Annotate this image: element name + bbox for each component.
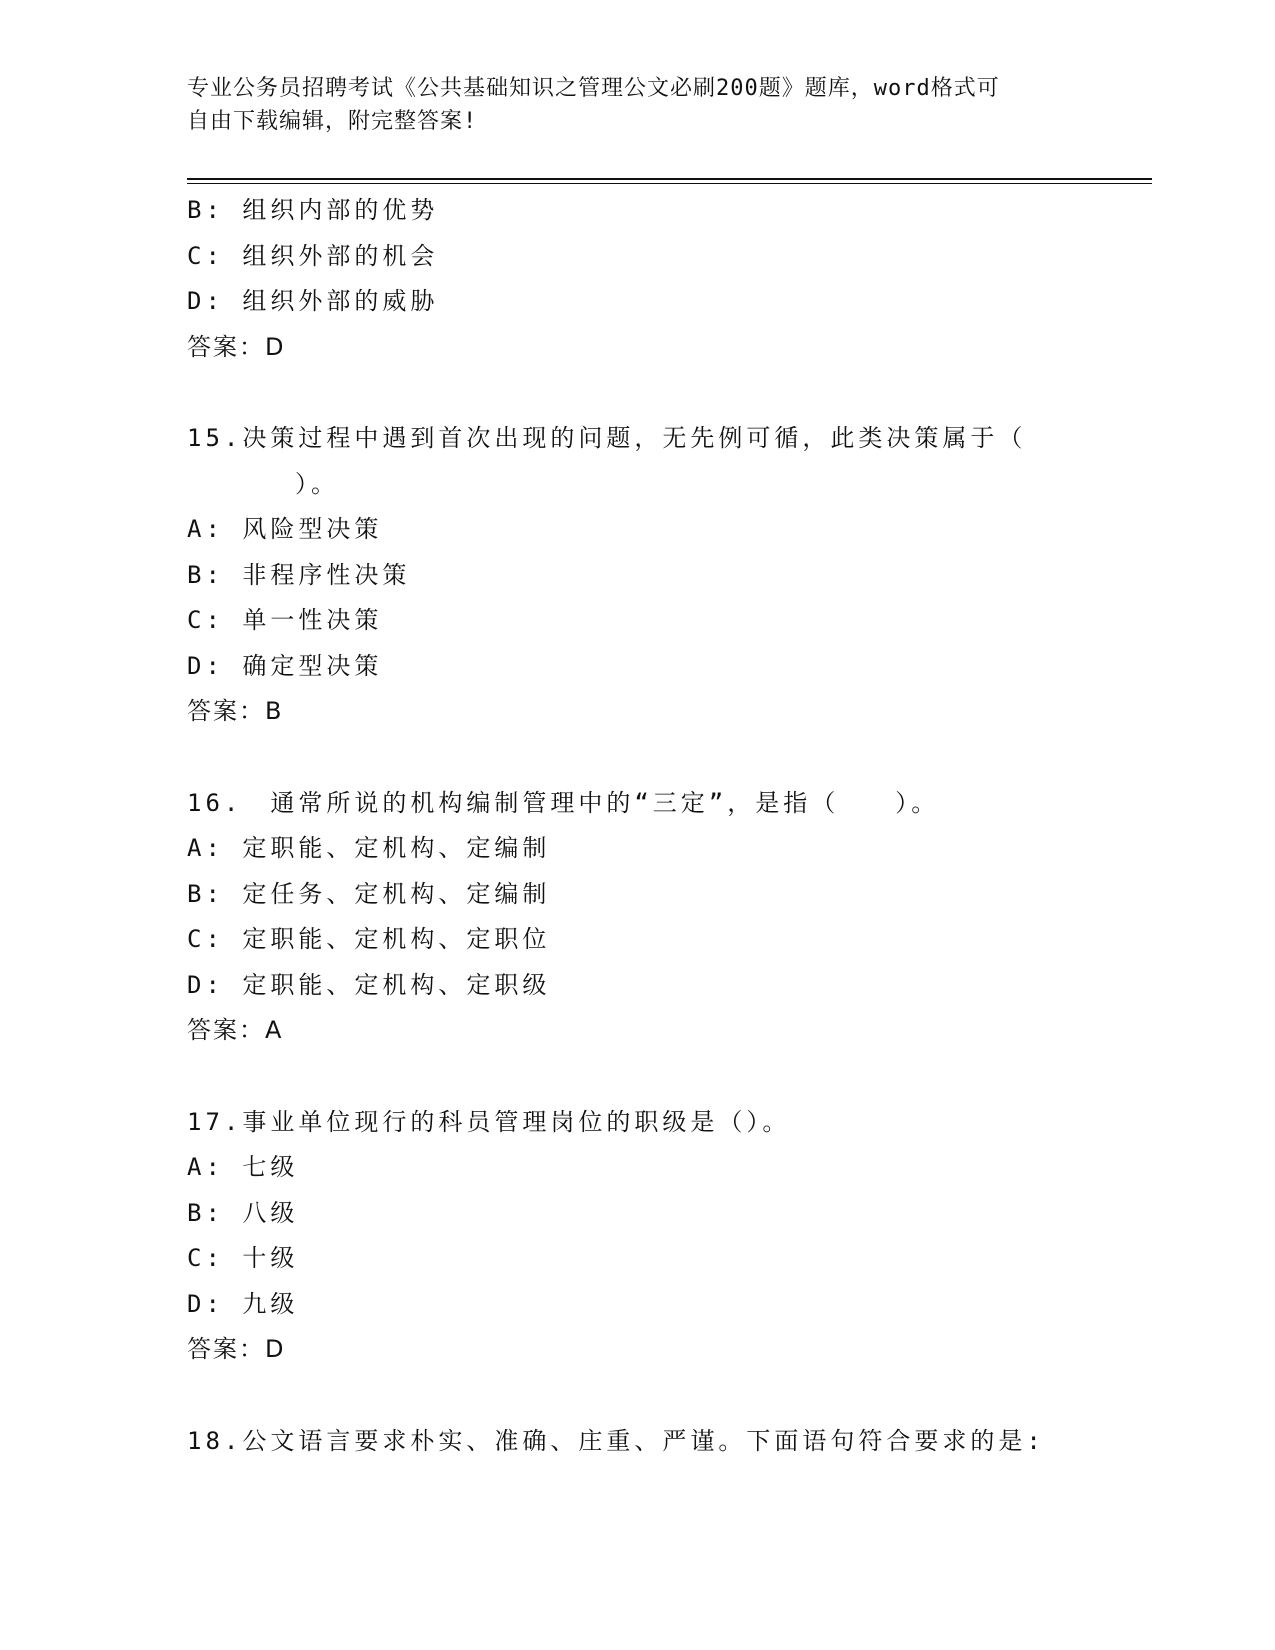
option-b: B: 非程序性决策 bbox=[187, 560, 411, 589]
option-c: C: 单一性决策 bbox=[187, 606, 383, 634]
document-header bbox=[187, 72, 1067, 138]
answer: 答案：D bbox=[187, 1335, 286, 1363]
question-14-tail bbox=[187, 188, 1067, 370]
spacer bbox=[187, 1054, 1067, 1100]
question-18 bbox=[187, 1419, 1067, 1465]
question-title: 18.公文语言要求朴实、准确、庄重、严谨。下面语句符合要求的是: bbox=[187, 1426, 1045, 1455]
option-c: C: 定职能、定机构、定职位 bbox=[187, 925, 551, 953]
option-a: A: 定职能、定机构、定编制 bbox=[187, 834, 551, 862]
option-b: B: 八级 bbox=[187, 1198, 299, 1227]
question-title-continued: ）。 bbox=[295, 469, 339, 498]
question-16 bbox=[187, 781, 1067, 1054]
option-a: A: 风险型决策 bbox=[187, 515, 383, 543]
question-title: 15.决策过程中遇到首次出现的问题，无先例可循，此类决策属于（ bbox=[187, 424, 1027, 452]
option-b: B: 定任务、定机构、定编制 bbox=[187, 879, 551, 908]
answer: 答案：B bbox=[187, 697, 284, 725]
answer: 答案：D bbox=[187, 332, 286, 361]
option-a: A: 七级 bbox=[187, 1153, 299, 1181]
option-b: B: 组织内部的优势 bbox=[187, 196, 439, 224]
option-d: D: 确定型决策 bbox=[187, 651, 383, 680]
header-line-2: 自由下载编辑，附完整答案! bbox=[187, 109, 478, 134]
header-rule-thick bbox=[187, 178, 1152, 180]
spacer bbox=[187, 1373, 1067, 1419]
header-rule-thin bbox=[187, 183, 1152, 184]
option-d: D: 九级 bbox=[187, 1289, 299, 1318]
document-body bbox=[187, 188, 1067, 1464]
answer: 答案：A bbox=[187, 1016, 284, 1044]
question-17 bbox=[187, 1100, 1067, 1373]
option-d: D: 定职能、定机构、定职级 bbox=[187, 970, 551, 999]
header-line-1: 专业公务员招聘考试《公共基础知识之管理公文必刷200题》题库，word格式可 bbox=[187, 76, 1000, 101]
question-title: 16. 通常所说的机构编制管理中的“三定”，是指（ ）。 bbox=[187, 788, 940, 817]
option-d: D: 组织外部的威胁 bbox=[187, 287, 439, 315]
question-15 bbox=[187, 416, 1067, 735]
option-c: C: 组织外部的机会 bbox=[187, 241, 439, 270]
spacer bbox=[187, 735, 1067, 781]
spacer bbox=[187, 370, 1067, 416]
question-title: 17.事业单位现行的科员管理岗位的职级是（）。 bbox=[187, 1107, 791, 1136]
option-c: C: 十级 bbox=[187, 1244, 299, 1272]
